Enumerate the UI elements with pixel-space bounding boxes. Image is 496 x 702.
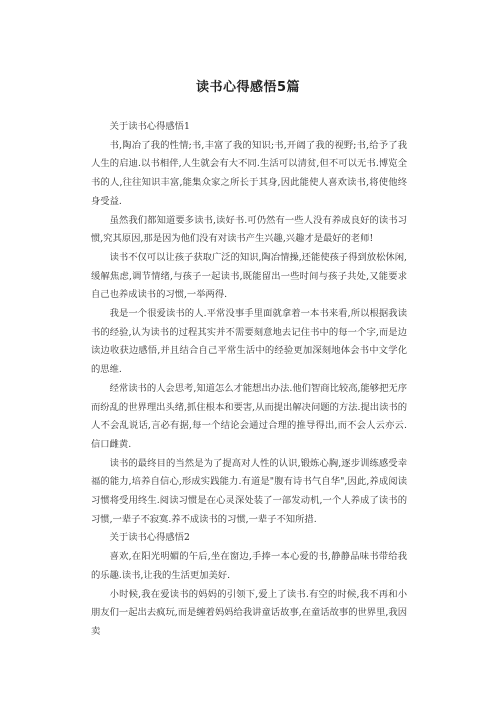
paragraph: 读书不仅可以让孩子获取广泛的知识,陶冶情操,还能使孩子得到放松休闲,缓解焦虑,调节情绪,与孩子一起读书,既能留出一些时间与孩子共处,又能要求自己也养成读书的习惯,一举两得. xyxy=(91,251,407,301)
section-heading-2: 关于读书心得感悟2 xyxy=(109,532,190,544)
paragraph: 读书的最终目的当然是为了提高对人性的认识,锻炼心胸,逐步训练感受幸福的能力,培养自信心,形成实践能力.有道是"腹有诗书气自华",因此,养成阅读习惯将受用终生.阅读习惯是在心灵深处装了一部发动机,一个人养成了读书的习惯,一辈子不寂寞.养不成读书的习惯,一辈子不知所措. xyxy=(91,457,407,525)
paragraph: 书,陶冶了我的性情;书,丰富了我的知识;书,开阔了我的视野;书,给予了我人生的启迪.以书相伴,人生就会有大不同.生活可以清贫,但不可以无书.博览全书的人,往往知识丰富,能集众家之所长于其身,因此能使人喜欢读书,将使他终身受益. xyxy=(91,139,407,207)
section-heading-1: 关于读书心得感悟1 xyxy=(109,121,190,132)
paragraph: 虽然我们都知道要多读书,读好书.可仍然有一些人没有养成良好的读书习惯,究其原因,那是因为他们没有对读书产生兴趣,兴趣才是最好的老师! xyxy=(91,214,407,245)
paragraph: 我是一个很爱读书的人.平常没事手里面就拿着一本书来看,所以根据我读书的经验,认为读书的过程其实并不需要刻意地去记住书中的每一个字,而是边读边收获边感悟,并且结合自己平常生活中的经验更加深刻地体会书中文学化的思维. xyxy=(91,308,407,376)
document-body xyxy=(91,118,407,642)
paragraph: 小时候,我在爱读书的妈妈的引领下,爱上了读书.有空的时候,我不再和小朋友们一起出去疯玩,而是缠着妈妈给我讲童话故事,在童话故事的世界里,我因卖 xyxy=(91,588,407,637)
page-title: 读书心得感悟5篇 xyxy=(195,80,301,95)
paragraph: 经常读书的人会思考,知道怎么才能想出办法.他们智商比较高,能够把无序而纷乱的世界理出头绪,抓住根本和要害,从而提出解决问题的方法.提出读书的人不会乱说话,言必有据,每一个结论会通过合理的推导得出,而不会人云亦云.信口雌黄. xyxy=(91,382,407,450)
paragraph: 喜欢,在阳光明媚的午后,坐在窗边,手捧一本心爱的书,静静品味书带给我的乐趣.读书,让我的生活更加美好. xyxy=(91,551,407,581)
